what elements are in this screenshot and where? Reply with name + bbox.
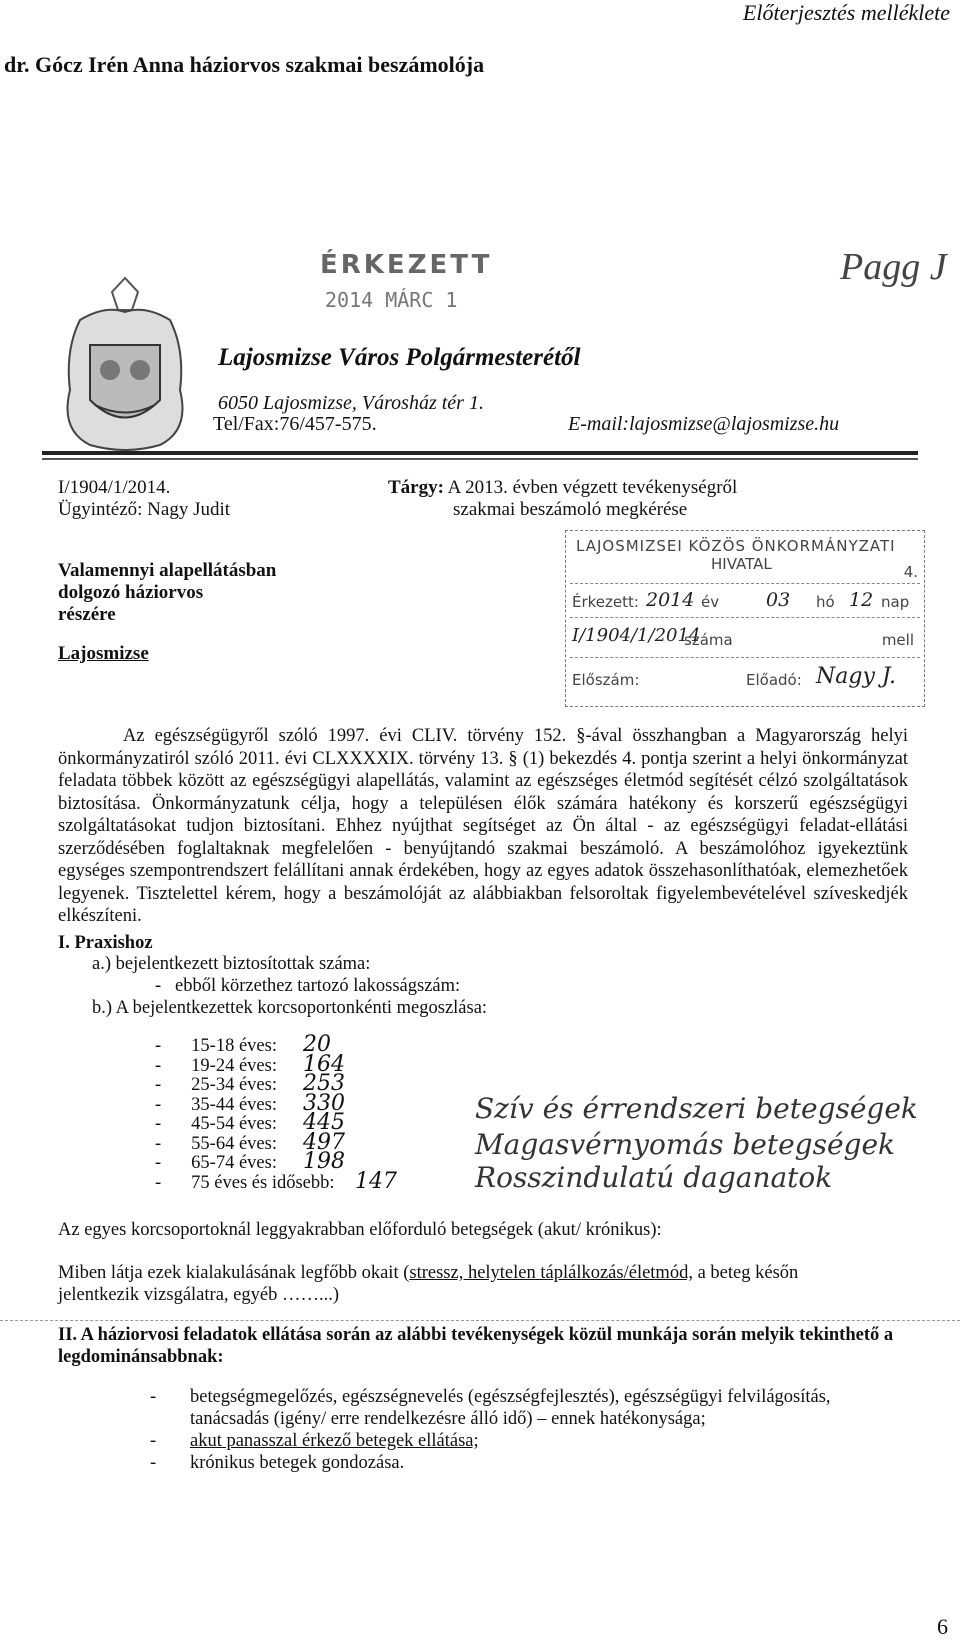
- stamp-day-label: nap: [881, 593, 910, 611]
- organization-email: E-mail:lajosmizse@lajosmizse.hu: [568, 413, 840, 435]
- frequent-diseases-question: Az egyes korcsoportoknál leggyakrabban előforduló betegségek (akut/ krónikus):: [58, 1220, 662, 1240]
- stamp-received-year: 2014: [646, 589, 695, 611]
- coat-of-arms-image: [50, 270, 200, 460]
- handwritten-signature: Pagg J: [840, 246, 947, 288]
- scan-fold-line: [0, 1320, 960, 1321]
- bullet-dash: -: [155, 1172, 162, 1193]
- body-paragraph: Az egészségügyről szóló 1997. évi CLIV. törvény 152. §-ával összhangban a Magyarország helyi önkormányzatiról szóló 2011. évi CLXXXXIX. törvény 13. § (1) bekezdés 4. pontja szerint a helyi önkormányzat feladata többek között az egészségügyi alapellátás, valamint az egészséges életmód segítését célzó szolgáltatások biztosítása. Önkormányzatunk célja, hogy a településen élők számára hatékony és korszerű egészségügyi szolgáltatásokat tudjon biztosítani. Ehhez nyújthat segítséget az Ön által - az egészségügyi feladat-ellátási szerződésében foglaltaknak megfelelően - benyújtandó szakmai beszámoló. A beszámolóhoz igyekeztünk egységes szempontrendszert felállítani annak érdekében, hogy az egyes adatok összehasonlíthatóak, elemezhetőek legyenek. Tisztelettel kérem, hogy a beszámolóját az alábbiakban felsoroltak figyelembevételével szíveskedjék elkészíteni.: [58, 726, 908, 926]
- stamp-year-label: év: [701, 593, 720, 611]
- age-group-row: [155, 1051, 345, 1077]
- page-number: 6: [937, 1614, 948, 1639]
- section-2-item-2: - akut panasszal érkező betegek ellátása;: [150, 1431, 479, 1451]
- attachment-label: Előterjesztés melléklete: [742, 0, 950, 25]
- addressee-line-3: részére: [58, 604, 116, 625]
- subject-text-1: A 2013. évben végzett tevékenységről: [447, 477, 738, 498]
- stamp-previous-label: Előszám:: [572, 671, 640, 689]
- section-1-heading: I. Praxishoz: [58, 933, 153, 953]
- handwritten-note-3: Rosszindulatú daganatok: [475, 1161, 833, 1194]
- stamp-received-label: Érkezett:: [572, 593, 639, 611]
- addressee-line-1: Valamennyi alapellátásban: [58, 560, 277, 581]
- stamp-attachments-label: mell: [881, 631, 914, 649]
- section-2-item-1b-text: tanácsadás (igény/ erre rendelkezésre álló idő) – ennek hatékonysága;: [190, 1409, 706, 1429]
- bullet-dash: -: [155, 1094, 162, 1115]
- bullet-dash: -: [155, 1036, 162, 1056]
- section-2-heading: II. A háziorvosi feladatok ellátása során az alábbi tevékenységek közül munkája során melyik tekinthető a legdominánsabbnak:: [58, 1325, 894, 1367]
- case-officer: Ügyintéző: Nagy Judit: [58, 499, 231, 520]
- bullet-dash: -: [155, 1133, 162, 1154]
- age-group-label: 35-44 éves:: [191, 1094, 277, 1115]
- section-2-item-1: - betegségmegelőzés, egészségnevelés (egészségfejlesztés), egészségügyi felvilágosítás,: [150, 1387, 831, 1407]
- age-group-count: 164: [303, 1051, 345, 1077]
- bullet-dash: -: [155, 1055, 162, 1076]
- age-group-count: 198: [303, 1149, 345, 1174]
- handwritten-note-2: Magasvérnyomás betegségek: [475, 1128, 895, 1161]
- age-group-label: 15-18 éves:: [191, 1036, 277, 1056]
- stamp-received-day: 12: [849, 589, 874, 611]
- subject-text-2: szakmai beszámoló megkérése: [453, 499, 688, 520]
- stamp-presenter-value: Nagy J.: [816, 664, 896, 689]
- reference-number: I/1904/1/2014.: [58, 477, 171, 498]
- age-group-label: 45-54 éves:: [191, 1114, 277, 1134]
- age-group-row: [155, 1090, 345, 1116]
- age-group-count: 330: [303, 1090, 345, 1116]
- age-group-label: 65-74 éves:: [191, 1153, 277, 1173]
- causes-underlined: stressz, helytelen táplálkozás/életmód,: [409, 1263, 693, 1283]
- age-group-row: [155, 1129, 345, 1155]
- stamp-file-number: I/1904/1/2014: [572, 625, 701, 646]
- bullet-dash: -: [155, 1114, 162, 1134]
- causes-line-2: jelentkezik vizsgálatra, egyéb ……...): [58, 1285, 339, 1305]
- item-a-sub-text: ebből körzethez tartozó lakosságszám:: [175, 976, 461, 996]
- organization-name: Lajosmizse Város Polgármesterétől: [218, 344, 581, 371]
- age-group-count: 147: [355, 1168, 397, 1194]
- received-stamp-date: 2014 MÁRC 1: [325, 288, 458, 312]
- document-title: dr. Gócz Irén Anna háziorvos szakmai beszámolója: [4, 52, 485, 77]
- section-2-item-2-text: akut panasszal érkező betegek ellátása;: [190, 1431, 479, 1451]
- section-2-item-1b: [155, 1409, 706, 1430]
- letterhead-divider: [42, 451, 918, 455]
- age-group-row: [155, 1032, 331, 1057]
- age-group-row: [155, 1149, 345, 1174]
- organization-telfax: Tel/Fax:76/457-575.: [213, 413, 377, 435]
- section-1-item-a: a.) bejelentkezett biztosítottak száma:: [92, 954, 371, 974]
- section-2-item-3: - krónikus betegek gondozása.: [150, 1453, 405, 1473]
- age-group-count: 253: [303, 1071, 345, 1096]
- registry-stamp: [565, 530, 925, 707]
- causes-question: [58, 1263, 908, 1284]
- section-1-item-b: b.) A bejelentkezettek korcsoportonkénti megoszlása:: [92, 998, 488, 1018]
- age-group-label: 25-34 éves:: [191, 1075, 277, 1095]
- section-1-item-a-sub: - ebből körzethez tartozó lakosságszám:: [155, 976, 461, 996]
- handwritten-note-1: Szív és érrendszeri betegségek: [475, 1092, 918, 1125]
- causes-suffix: a beteg későn: [692, 1263, 799, 1283]
- causes-prefix: Miben látja ezek kialakulásának legfőbb okait (: [58, 1263, 410, 1283]
- age-group-count: 497: [303, 1129, 345, 1155]
- age-group-count: 20: [303, 1032, 331, 1057]
- addressee-city: Lajosmizse: [58, 643, 149, 664]
- age-group-row: [155, 1168, 397, 1194]
- section-2-item-1-text: betegségmegelőzés, egészségnevelés (egészségfejlesztés), egészségügyi felvilágosítás,: [190, 1387, 831, 1407]
- subject-line: [388, 477, 737, 499]
- stamp-presenter-label: Előadó:: [746, 671, 802, 689]
- stamp-office-number: 4.: [903, 563, 918, 581]
- stamp-month-label: hó: [816, 593, 835, 611]
- letter-body: [58, 725, 908, 928]
- age-group-label: 19-24 éves:: [191, 1055, 277, 1076]
- stamp-office-line-2: HIVATAL: [711, 555, 772, 573]
- received-stamp: ÉRKEZETT: [320, 250, 493, 280]
- age-group-row: [155, 1071, 345, 1096]
- age-group-count: 445: [303, 1110, 345, 1135]
- age-group-label: 75 éves és idősebb:: [191, 1172, 335, 1193]
- subject-label: Tárgy:: [388, 477, 444, 498]
- age-group-label: 55-64 éves:: [191, 1133, 277, 1154]
- age-group-row: [155, 1110, 345, 1135]
- section-2-item-3-text: krónikus betegek gondozása.: [190, 1453, 405, 1473]
- stamp-office-line-1: LAJOSMIZSEI KÖZÖS ÖNKORMÁNYZATI: [576, 537, 896, 555]
- stamp-received-month: 03: [766, 589, 791, 611]
- organization-address: 6050 Lajosmizse, Városház tér 1.: [218, 392, 484, 414]
- addressee-line-2: dolgozó háziorvos: [58, 582, 204, 603]
- bullet-dash: -: [155, 1075, 162, 1095]
- letterhead-divider-thin: [42, 458, 918, 460]
- stamp-number-label: száma: [684, 631, 733, 649]
- bullet-dash: -: [155, 1153, 162, 1173]
